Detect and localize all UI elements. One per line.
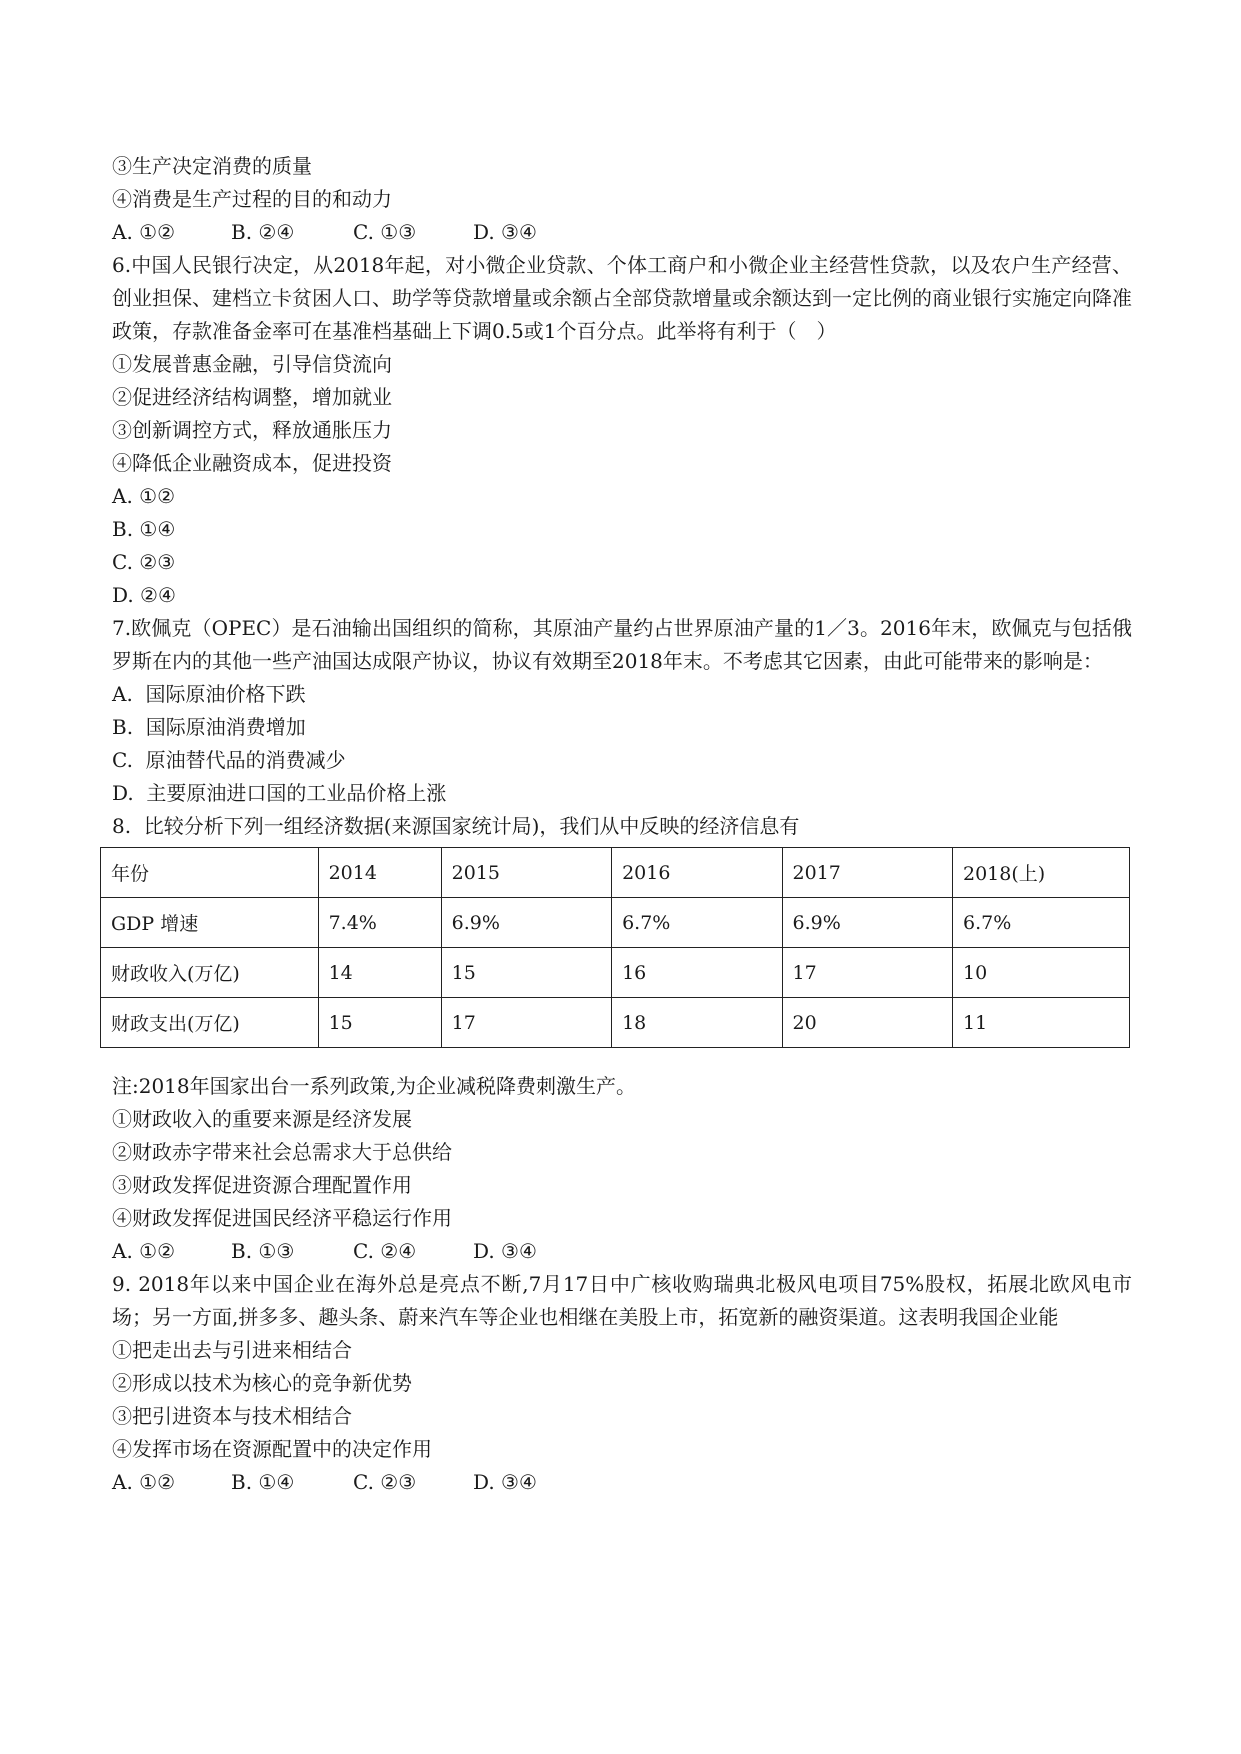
q6-item-3: ③创新调控方式，释放通胀压力 — [112, 418, 392, 442]
q9-option-c: C. ②③ — [353, 1470, 417, 1494]
q5-option-c: C. ①③ — [353, 220, 417, 244]
q8-note: 注:2018年国家出台一系列政策,为企业减税降费刺激生产。 — [112, 1074, 636, 1098]
table-cell: 10 — [953, 948, 1130, 998]
table-cell: 财政收入(万亿) — [101, 948, 319, 998]
q8-option-b: B. ①③ — [231, 1239, 295, 1263]
q9-item-3: ③把引进资本与技术相结合 — [112, 1404, 352, 1428]
q5-option-d: D. ③④ — [473, 220, 537, 244]
q6-option-b: B. ①④ — [112, 517, 176, 541]
q9-item-2: ②形成以技术为核心的竞争新优势 — [112, 1371, 412, 1395]
q6-item-1: ①发展普惠金融，引导信贷流向 — [112, 352, 392, 376]
table-cell: 6.7% — [612, 898, 782, 948]
page-content — [112, 150, 1132, 1499]
q7-option-d: D. 主要原油进口国的工业品价格上涨 — [112, 781, 447, 805]
q6-item-2: ②促进经济结构调整，增加就业 — [112, 385, 392, 409]
q9-stem: 9. 2018年以来中国企业在海外总是亮点不断,7月17日中广核收购瑞典北极风电项目75%股权，拓展北欧风电市场；另一方面,拼多多、趣头条、蔚来汽车等企业也相继在美股上市，拓宽新的融资渠道。这表明我国企业能 — [112, 1272, 1132, 1329]
table-row — [101, 898, 1130, 948]
q8-item-4: ④财政发挥促进国民经济平稳运行作用 — [112, 1206, 452, 1230]
q8-option-a: A. ①② — [112, 1239, 176, 1263]
table-cell: 15 — [441, 948, 611, 998]
q8-item-1: ①财政收入的重要来源是经济发展 — [112, 1107, 412, 1131]
q6-option-a: A. ①② — [112, 484, 176, 508]
q5-item-4: ④消费是生产过程的目的和动力 — [112, 187, 392, 211]
q8-options — [112, 1235, 1132, 1268]
table-cell: 财政支出(万亿) — [101, 998, 319, 1048]
table-cell: 11 — [953, 998, 1130, 1048]
q8-item-2: ②财政赤字带来社会总需求大于总供给 — [112, 1140, 452, 1164]
table-cell: 6.9% — [441, 898, 611, 948]
table-row — [101, 998, 1130, 1048]
table-cell: 7.4% — [318, 898, 441, 948]
table-header-cell: 2015 — [441, 848, 611, 898]
table-cell: 6.9% — [782, 898, 952, 948]
q7-option-a: A. 国际原油价格下跌 — [112, 682, 306, 706]
q9-item-1: ①把走出去与引进来相结合 — [112, 1338, 352, 1362]
q8-item-3: ③财政发挥促进资源合理配置作用 — [112, 1173, 412, 1197]
economic-data-table — [100, 847, 1130, 1048]
q8-option-c: C. ②④ — [353, 1239, 417, 1263]
q8-stem: 8. 比较分析下列一组经济数据(来源国家统计局)，我们从中反映的经济信息有 — [112, 814, 800, 838]
table-header-cell: 2016 — [612, 848, 782, 898]
table-header-cell: 年份 — [101, 848, 319, 898]
q8-option-d: D. ③④ — [473, 1239, 537, 1263]
q5-option-a: A. ①② — [112, 220, 176, 244]
table-cell: 20 — [782, 998, 952, 1048]
q9-option-d: D. ③④ — [473, 1470, 537, 1494]
table-cell: 14 — [318, 948, 441, 998]
q5-options — [112, 216, 1132, 249]
q7-option-b: B. 国际原油消费增加 — [112, 715, 306, 739]
table-header-row — [101, 848, 1130, 898]
table-cell: 16 — [612, 948, 782, 998]
q6-item-4: ④降低企业融资成本，促进投资 — [112, 451, 392, 475]
q5-option-b: B. ②④ — [231, 220, 295, 244]
table-cell: 6.7% — [953, 898, 1130, 948]
q6-stem: 6.中国人民银行决定，从2018年起，对小微企业贷款、个体工商户和小微企业主经营性贷款，以及农户生产经营、创业担保、建档立卡贫困人口、助学等贷款增量或余额占全部贷款增量或余额达到一定比例的商业银行实施定向降准政策，存款准备金率可在基准档基础上下调0.5或1个百分点。此举将有利于（ ） — [112, 253, 1132, 343]
q9-item-4: ④发挥市场在资源配置中的决定作用 — [112, 1437, 432, 1461]
table-cell: 17 — [782, 948, 952, 998]
q5-item-3: ③生产决定消费的质量 — [112, 154, 312, 178]
q7-option-c: C. 原油替代品的消费减少 — [112, 748, 346, 772]
q9-option-a: A. ①② — [112, 1470, 176, 1494]
q6-option-c: C. ②③ — [112, 550, 176, 574]
q7-stem: 7.欧佩克（OPEC）是石油输出国组织的简称，其原油产量约占世界原油产量的1／3。2016年末，欧佩克与包括俄罗斯在内的其他一些产油国达成限产协议，协议有效期至2018年末。不考虑其它因素，由此可能带来的影响是： — [112, 616, 1132, 673]
q6-option-d: D. ②④ — [112, 583, 176, 607]
table-header-cell: 2014 — [318, 848, 441, 898]
table-cell: 15 — [318, 998, 441, 1048]
q9-option-b: B. ①④ — [231, 1470, 295, 1494]
table-cell: GDP 增速 — [101, 898, 319, 948]
table-cell: 18 — [612, 998, 782, 1048]
table-row — [101, 948, 1130, 998]
table-header-cell: 2018(上) — [953, 848, 1130, 898]
q9-options — [112, 1466, 1132, 1499]
table-header-cell: 2017 — [782, 848, 952, 898]
table-cell: 17 — [441, 998, 611, 1048]
